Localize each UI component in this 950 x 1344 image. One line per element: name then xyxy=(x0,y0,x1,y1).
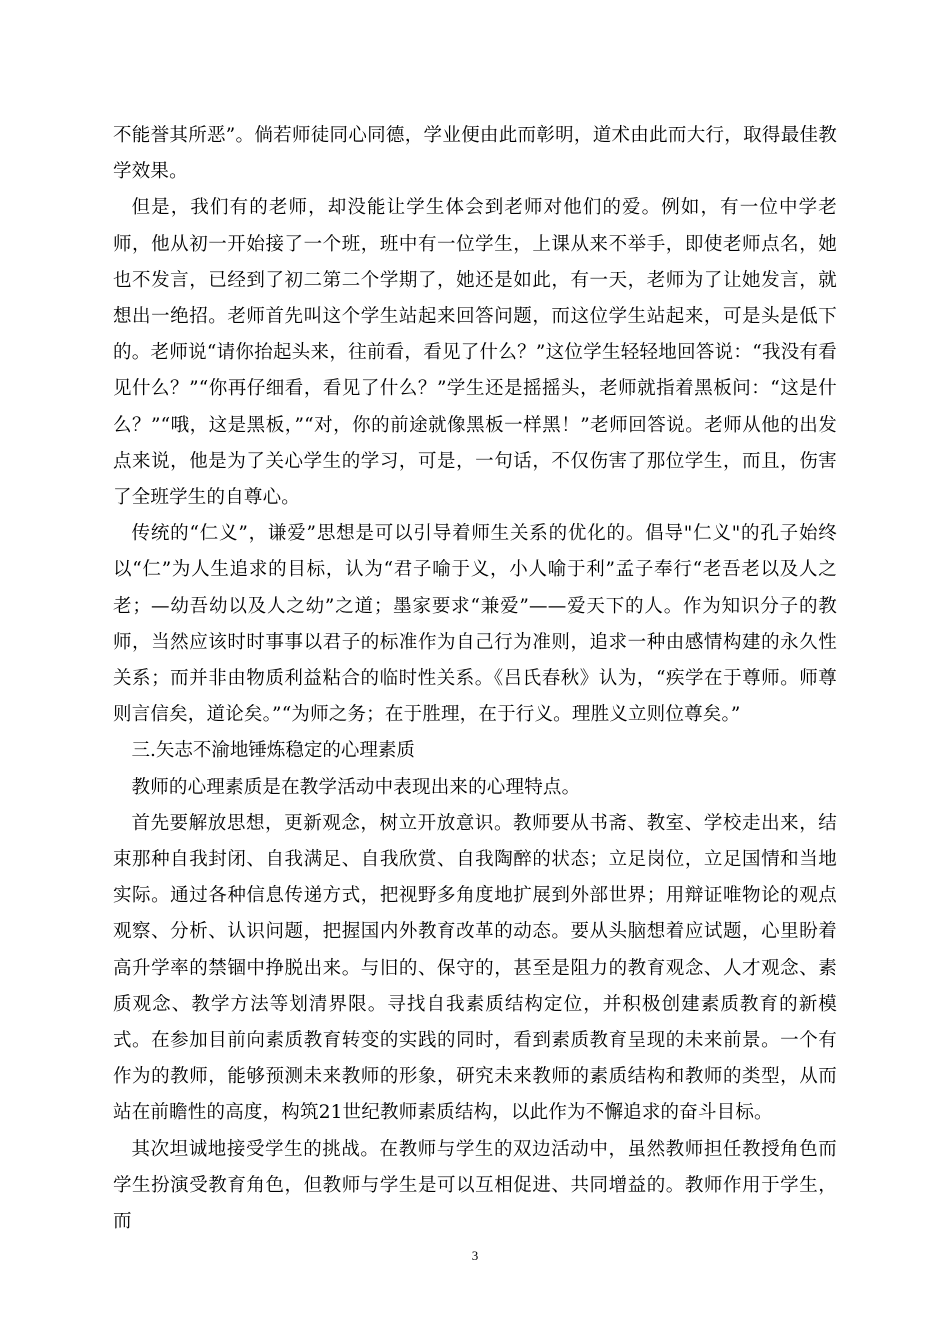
paragraph-student-challenge: 其次坦诚地接受学生的挑战。在教师与学生的双边活动中，虽然教师担任教授角色而学生扮演受教育角色，但教师与学生是可以互相促进、共同增益的。教师作用于学生，而 xyxy=(113,1138,837,1233)
paragraph-confucian-ethics: 传统的“仁义”，谦爱”思想是可以引导着师生关系的优化的。倡导"仁义"的孔子始终以“仁”为人生追求的目标，认为“君子喻于义，小人喻于利”孟子奉行“老吾老以及人之老；—幼吾幼以及人之幼”之道；墨家要求“兼爱”——爱天下的人。作为知识分子的教师，当然应该时时事事以君子的标准作为自己行为准则，追求一种由感情构建的永久性关系；而并非由物质利益粘合的临时性关系。《吕氏春秋》认为，“疾学在于尊师。师尊则言信矣，道论矣。”“为师之务；在于胜理，在于行义。理胜义立则位尊矣。” xyxy=(113,523,837,726)
paragraph-psychological-quality: 教师的心理素质是在教学活动中表现出来的心理特点。 xyxy=(131,776,581,798)
section-heading-3: 三.矢志不渝地锤炼稳定的心理素质 xyxy=(131,740,415,762)
paragraph-teacher-example: 但是，我们有的老师，却没能让学生体会到老师对他们的爱。例如，有一位中学老师，他从初一开始接了一个班，班中有一位学生，上课从来不举手，即使老师点名，她也不发言，已经到了初二第二个学期了，她还是如此，有一天，老师为了让她发言，就想出一绝招。老师首先叫这个学生站起来回答问题，而这位学生站起来，可是头是低下的。老师说“请你抬起头来，往前看，看见了什么？”这位学生轻轻地回答说：“我没有看见什么？”“你再仔细看，看见了什么？”学生还是摇摇头，老师就指着黑板问：“这是什么？”“哦，这是黑板，”“对，你的前途就像黑板一样黑！”老师回答说。老师从他的出发点来说，他是为了关心学生的学习，可是，一句话，不仅伤害了那位学生，而且，伤害了全班学生的自尊心。 xyxy=(113,197,837,509)
paragraph-continuation: 不能誉其所恶”。倘若师徒同心同德，学业便由此而彰明，道术由此而大行，取得最佳教学效果。 xyxy=(113,125,837,183)
page-body xyxy=(113,118,837,1240)
paragraph-open-mindset: 首先要解放思想，更新观念，树立开放意识。教师要从书斋、教室、学校走出来，结束那种自我封闭、自我满足、自我欣赏、自我陶醉的状态；立足岗位，立足国情和当地实际。通过各种信息传递方式，把视野多角度地扩展到外部世界；用辩证唯物论的观点观察、分析、认识问题，把握国内外教育改革的动态。要从头脑想着应试题，心里盼着高升学率的禁锢中挣脱出来。与旧的、保守的，甚至是阻力的教育观念、人才观念、素质观念、教学方法等划清界限。寻找自我素质结构定位，并积极创建素质教育的新模式。在参加目前向素质教育转变的实践的同时，看到素质教育呈现的未来前景。一个有作为的教师，能够预测未来教师的形象，研究未来教师的素质结构和教师的类型，从而站在前瞻性的高度，构筑21世纪教师素质结构，以此作为不懈追求的奋斗目标。 xyxy=(113,812,837,1124)
page-number: 3 xyxy=(471,1248,479,1263)
